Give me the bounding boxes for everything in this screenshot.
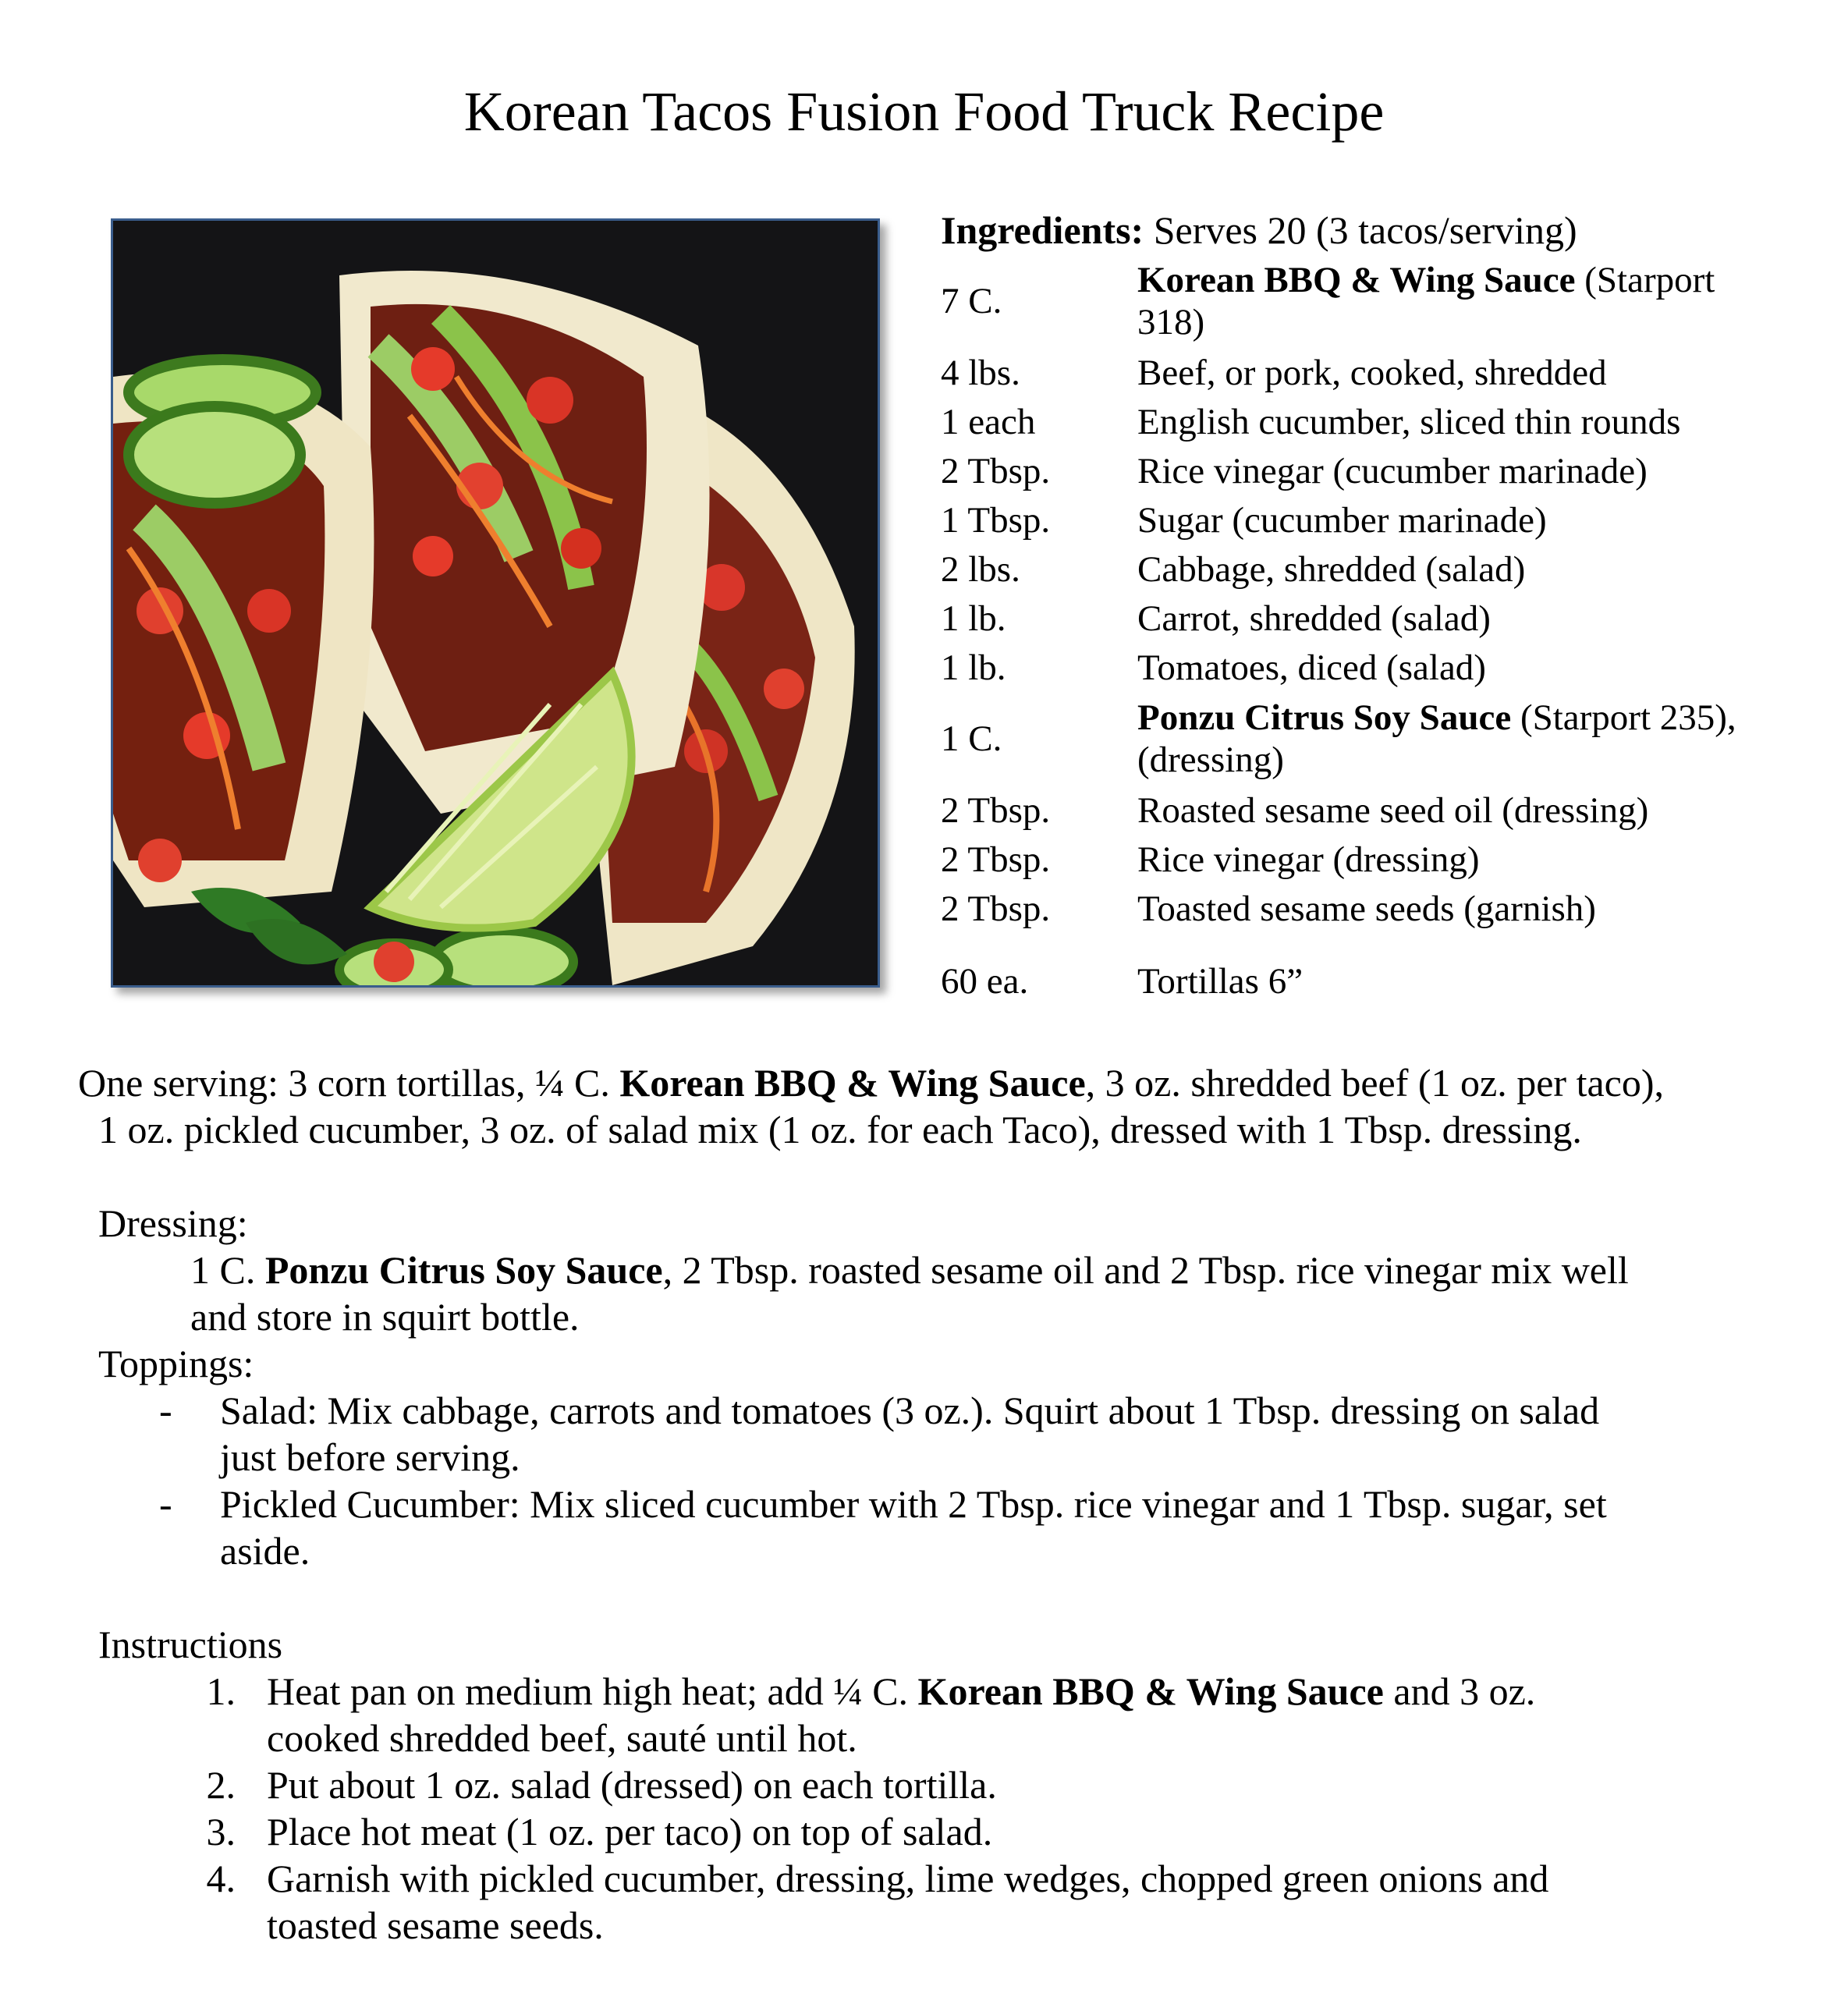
step-line: Garnish with pickled cucumber, dressing, lime wedges, chopped green onions and — [267, 1857, 1549, 1900]
dressing-text: 1 C. — [190, 1248, 265, 1292]
dressing-line-2: and store in squirt bottle. — [190, 1295, 580, 1339]
topping-line: aside. — [220, 1529, 310, 1573]
step-text: Heat pan on medium high heat; add ¼ C. — [267, 1669, 918, 1713]
page-title: Korean Tacos Fusion Food Truck Recipe — [463, 80, 1385, 143]
ingredient-qty: 1 lb. — [941, 647, 1006, 688]
ingredient-item: Carrot, shredded (salad) — [1137, 598, 1491, 639]
topping-line: just before serving. — [220, 1435, 520, 1479]
ingredient-row — [941, 884, 1807, 933]
ingredient-item: Rice vinegar (dressing) — [1137, 839, 1480, 880]
step-number: 3. — [206, 1810, 236, 1853]
ingredient-item: Tortillas 6” — [1137, 960, 1304, 1002]
ingredient-qty: 2 lbs. — [941, 548, 1020, 590]
serving-line-2: 1 oz. pickled cucumber, 3 oz. of salad mix (1 oz. for each Taco), dressed with 1 Tbsp. dressing. — [98, 1108, 1582, 1151]
ingredient-row — [941, 544, 1807, 594]
ingredient-qty: 2 Tbsp. — [941, 789, 1051, 831]
topping-line: Pickled Cucumber: Mix sliced cucumber with 2 Tbsp. rice vinegar and 1 Tbsp. sugar, set — [220, 1482, 1607, 1526]
dressing-text: , 2 Tbsp. roasted sesame oil and 2 Tbsp. rice vinegar mix well — [662, 1248, 1629, 1292]
ingredient-qty: 7 C. — [941, 281, 1002, 321]
tacos-illustration — [113, 221, 878, 985]
ingredient-row — [941, 254, 1807, 348]
ingredient-row — [941, 692, 1807, 786]
ingredient-rest2: 318) — [1137, 302, 1205, 342]
ingredient-item: Roasted sesame seed oil (dressing) — [1137, 789, 1649, 831]
ingredient-row — [941, 446, 1807, 495]
ingredient-item: Toasted sesame seeds (garnish) — [1137, 888, 1596, 929]
ingredient-qty: 2 Tbsp. — [941, 839, 1051, 880]
ingredient-item: English cucumber, sliced thin rounds — [1137, 401, 1681, 442]
ingredient-item: Beef, or pork, cooked, shredded — [1137, 352, 1607, 393]
ingredients-table — [941, 254, 1807, 1006]
ingredient-qty: 1 Tbsp. — [941, 499, 1051, 541]
ingredient-row — [941, 348, 1807, 397]
ingredient-qty: 4 lbs. — [941, 352, 1020, 393]
serving-text: One serving: 3 corn tortillas, ¼ C. — [78, 1061, 620, 1105]
ingredient-item: Cabbage, shredded (salad) — [1137, 548, 1526, 590]
ingredient-item: Tomatoes, diced (salad) — [1137, 647, 1486, 688]
step-line: Put about 1 oz. salad (dressed) on each tortilla. — [267, 1763, 997, 1807]
step-line: toasted sesame seeds. — [267, 1903, 604, 1947]
step-line: Place hot meat (1 oz. per taco) on top of salad. — [267, 1810, 993, 1853]
ingredient-row — [941, 643, 1807, 692]
ingredient-row — [941, 397, 1807, 446]
ingredient-item: Rice vinegar (cucumber marinade) — [1137, 450, 1648, 491]
ingredient-bold: Korean BBQ & Wing Sauce — [1137, 260, 1576, 300]
ingredient-row — [941, 786, 1807, 835]
toppings-label: Toppings: — [98, 1342, 254, 1385]
ingredients-label: Ingredients: — [941, 208, 1144, 252]
ingredient-qty: 1 C. — [941, 718, 1002, 759]
ingredient-rest: (Starport 235), — [1511, 697, 1736, 738]
ingredient-item: Sugar (cucumber marinade) — [1137, 499, 1547, 541]
serving-bold: Korean BBQ & Wing Sauce — [619, 1061, 1086, 1105]
ingredient-qty: 2 Tbsp. — [941, 888, 1051, 929]
ingredient-row — [941, 495, 1807, 544]
ingredient-rest2: (dressing) — [1137, 740, 1284, 780]
step-number: 1. — [206, 1669, 236, 1713]
ingredient-qty: 1 each — [941, 401, 1036, 442]
serving-text: , 3 oz. shredded beef (1 oz. per taco), — [1085, 1061, 1665, 1105]
tacos-photo — [111, 218, 880, 988]
dressing-label: Dressing: — [98, 1201, 248, 1245]
ingredient-row — [941, 956, 1807, 1006]
topping-line: Salad: Mix cabbage, carrots and tomatoes (3 oz.). Squirt about 1 Tbsp. dressing on salad — [220, 1389, 1600, 1432]
bullet-marker: - — [159, 1389, 172, 1432]
serving-line-1 — [78, 1059, 1664, 1106]
dressing-line-1 — [190, 1247, 1629, 1293]
step-number: 2. — [206, 1763, 236, 1807]
step-number: 4. — [206, 1857, 236, 1900]
step-line: cooked shredded beef, sauté until hot. — [267, 1716, 857, 1760]
ingredient-qty: 2 Tbsp. — [941, 450, 1051, 491]
ingredient-qty: 60 ea. — [941, 960, 1029, 1002]
step-text: and 3 oz. — [1383, 1669, 1536, 1713]
serves-text: Serves 20 (3 tacos/serving) — [1144, 208, 1577, 252]
ingredient-row — [941, 835, 1807, 884]
ingredient-qty: 1 lb. — [941, 598, 1006, 639]
ingredient-rest: (Starport — [1575, 260, 1715, 300]
bullet-marker: - — [159, 1482, 172, 1526]
dressing-bold: Ponzu Citrus Soy Sauce — [264, 1248, 663, 1292]
ingredients-heading — [941, 204, 1577, 256]
ingredient-item — [1137, 697, 1807, 781]
instructions-label: Instructions — [98, 1623, 283, 1666]
ingredient-row — [941, 594, 1807, 643]
ingredient-item — [1137, 259, 1807, 343]
ingredient-bold: Ponzu Citrus Soy Sauce — [1137, 697, 1512, 738]
step-bold: Korean BBQ & Wing Sauce — [917, 1669, 1384, 1713]
step-line — [267, 1668, 1535, 1715]
